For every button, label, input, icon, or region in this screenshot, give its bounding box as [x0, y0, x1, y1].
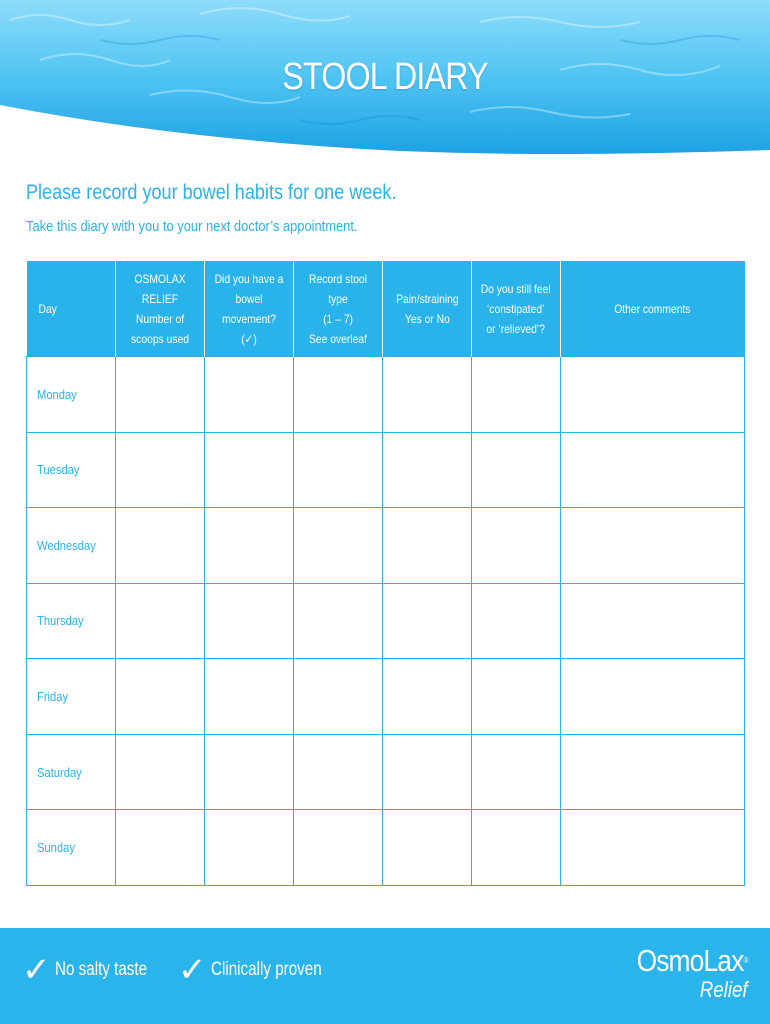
- entry-cell[interactable]: [472, 357, 561, 433]
- column-header-day: Day: [27, 261, 116, 357]
- brand-sub: Relief: [700, 977, 748, 1002]
- entry-cell[interactable]: [383, 659, 472, 735]
- registered-mark: ®: [743, 956, 748, 965]
- entry-cell[interactable]: [383, 432, 472, 508]
- brand-logo: [617, 944, 748, 1002]
- entry-cell[interactable]: [294, 508, 383, 584]
- entry-cell[interactable]: [294, 583, 383, 659]
- entry-cell[interactable]: [205, 357, 294, 433]
- entry-cell[interactable]: [116, 432, 205, 508]
- entry-cell[interactable]: [116, 810, 205, 886]
- entry-cell[interactable]: [116, 508, 205, 584]
- entry-cell[interactable]: [205, 432, 294, 508]
- column-header-scoops: OSMOLAX RELIEF Number of scoops used: [116, 261, 205, 357]
- column-header-comments: Other comments: [561, 261, 745, 357]
- table-row: [27, 508, 745, 584]
- header-banner: [0, 0, 770, 160]
- entry-cell[interactable]: [383, 583, 472, 659]
- entry-cell[interactable]: [472, 432, 561, 508]
- entry-cell[interactable]: [472, 659, 561, 735]
- column-header-bowel-movement: Did you have a bowel movement? (✓): [205, 261, 294, 357]
- entry-cell[interactable]: [294, 734, 383, 810]
- intro-subheading: Take this diary with you to your next doctor’s appointment.: [26, 218, 358, 235]
- feature-label: No salty taste: [54, 959, 147, 980]
- entry-cell[interactable]: [383, 508, 472, 584]
- comment-cell[interactable]: [561, 357, 745, 433]
- day-cell: Tuesday: [27, 432, 116, 508]
- day-cell: Sunday: [27, 810, 116, 886]
- day-cell: Thursday: [27, 583, 116, 659]
- check-icon: ✓: [178, 951, 207, 989]
- comment-cell[interactable]: [561, 432, 745, 508]
- intro-heading: Please record your bowel habits for one week.: [26, 181, 397, 204]
- entry-cell[interactable]: [294, 357, 383, 433]
- table-row: [27, 659, 745, 735]
- table-row: [27, 810, 745, 886]
- footer-bar: [0, 928, 770, 1024]
- column-header-stool-type: Record stool type (1 – 7) See overleaf: [294, 261, 383, 357]
- comment-cell[interactable]: [561, 583, 745, 659]
- entry-cell[interactable]: [383, 810, 472, 886]
- entry-cell[interactable]: [294, 810, 383, 886]
- page-title: STOOL DIARY: [282, 56, 488, 98]
- comment-cell[interactable]: [561, 659, 745, 735]
- entry-cell[interactable]: [472, 583, 561, 659]
- table-row: [27, 734, 745, 810]
- entry-cell[interactable]: [205, 508, 294, 584]
- column-header-feeling: Do you still feel ‘constipated’ or ‘relieved’?: [472, 261, 561, 357]
- table-header-row: [27, 261, 745, 357]
- day-cell: Saturday: [27, 734, 116, 810]
- column-header-pain: Pain/straining Yes or No: [383, 261, 472, 357]
- table-row: [27, 583, 745, 659]
- entry-cell[interactable]: [472, 734, 561, 810]
- entry-cell[interactable]: [294, 432, 383, 508]
- entry-cell[interactable]: [116, 734, 205, 810]
- entry-cell[interactable]: [116, 583, 205, 659]
- comment-cell[interactable]: [561, 734, 745, 810]
- feature-clinically-proven: [178, 950, 349, 990]
- check-icon: ✓: [22, 951, 51, 989]
- comment-cell[interactable]: [561, 810, 745, 886]
- day-cell: Friday: [27, 659, 116, 735]
- entry-cell[interactable]: [383, 357, 472, 433]
- comment-cell[interactable]: [561, 508, 745, 584]
- entry-cell[interactable]: [116, 357, 205, 433]
- day-cell: Wednesday: [27, 508, 116, 584]
- entry-cell[interactable]: [383, 734, 472, 810]
- entry-cell[interactable]: [472, 508, 561, 584]
- day-cell: Monday: [27, 357, 116, 433]
- diary-table: [26, 261, 745, 886]
- entry-cell[interactable]: [294, 659, 383, 735]
- table-row: [27, 432, 745, 508]
- entry-cell[interactable]: [205, 734, 294, 810]
- table-row: [27, 357, 745, 433]
- feature-no-salty-taste: [22, 950, 170, 990]
- brand-name: OsmoLax: [637, 943, 744, 978]
- feature-label: Clinically proven: [210, 959, 322, 980]
- entry-cell[interactable]: [205, 659, 294, 735]
- entry-cell[interactable]: [205, 810, 294, 886]
- entry-cell[interactable]: [205, 583, 294, 659]
- entry-cell[interactable]: [116, 659, 205, 735]
- entry-cell[interactable]: [472, 810, 561, 886]
